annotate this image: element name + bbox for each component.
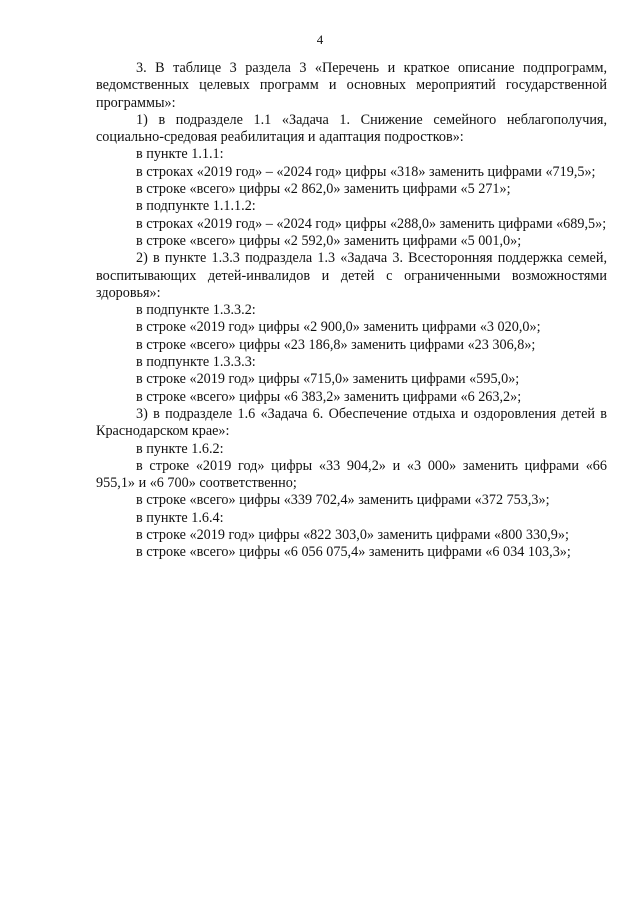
paragraph-subsection-1-1: 1) в подразделе 1.1 «Задача 1. Снижение семейного неблагополучия, социально-средовая реабилитация и адаптация подростков»: <box>96 111 607 146</box>
paragraph-total-d: в строке «всего» цифры «6 383,2» заменить цифрами «6 263,2»; <box>136 388 522 405</box>
paragraph-point-1-6-2: в пункте 1.6.2: <box>136 440 224 457</box>
paragraph-subpoint-1-3-3-2: в подпункте 1.3.3.2: <box>136 302 256 319</box>
paragraph-item-3-intro: 3. В таблице 3 раздела 3 «Перечень и краткое описание подпрограмм, ведомственных целевых программ и основных мероприятий государственной программы»: <box>96 60 607 111</box>
paragraph-total-e: в строке «всего» цифры «339 702,4» заменить цифрами «372 753,3»; <box>136 492 550 509</box>
paragraph-subpoint-1-3-3-3: в подпункте 1.3.3.3: <box>136 354 256 371</box>
paragraph-rows-2019-2024-a: в строках «2019 год» – «2024 год» цифры «318» заменить цифрами «719,5»; <box>136 163 596 180</box>
paragraph-subsection-1-6: 3) в подразделе 1.6 «Задача 6. Обеспечение отдыха и оздоровления детей в Краснодарском крае»: <box>96 405 607 440</box>
paragraph-point-1-6-4: в пункте 1.6.4: <box>136 509 224 526</box>
paragraph-total-a: в строке «всего» цифры «2 862,0» заменить цифрами «5 271»; <box>136 181 511 198</box>
paragraph-row-2019-c: в строке «2019 год» цифры «2 900,0» заменить цифрами «3 020,0»; <box>136 319 541 336</box>
paragraph-point-1-1-1: в пункте 1.1.1: <box>136 146 224 163</box>
paragraph-total-b: в строке «всего» цифры «2 592,0» заменить цифрами «5 001,0»; <box>136 232 522 249</box>
paragraph-row-2019-d: в строке «2019 год» цифры «715,0» заменить цифрами «595,0»; <box>136 371 520 388</box>
paragraph-subpoint-1-1-1-2: в подпункте 1.1.1.2: <box>136 198 256 215</box>
page-number: 4 <box>316 32 324 47</box>
paragraph-point-1-3-3: 2) в пункте 1.3.3 подраздела 1.3 «Задача 3. Всесторонняя поддержка семей, воспитывающих детей-инвалидов и детей с ограниченными возможностями здоровья»: <box>96 250 607 301</box>
paragraph-row-2019-e: в строке «2019 год» цифры «33 904,2» и «3 000» заменить цифрами «66 955,1» и «6 700» соответственно; <box>96 457 607 492</box>
paragraph-total-f: в строке «всего» цифры «6 056 075,4» заменить цифрами «6 034 103,3»; <box>136 544 571 561</box>
paragraph-row-2019-f: в строке «2019 год» цифры «822 303,0» заменить цифрами «800 330,9»; <box>136 527 569 544</box>
document-body <box>96 60 607 562</box>
paragraph-total-c: в строке «всего» цифры «23 186,8» заменить цифрами «23 306,8»; <box>136 336 536 353</box>
paragraph-rows-2019-2024-b: в строках «2019 год» – «2024 год» цифры «288,0» заменить цифрами «689,5»; <box>136 215 607 232</box>
